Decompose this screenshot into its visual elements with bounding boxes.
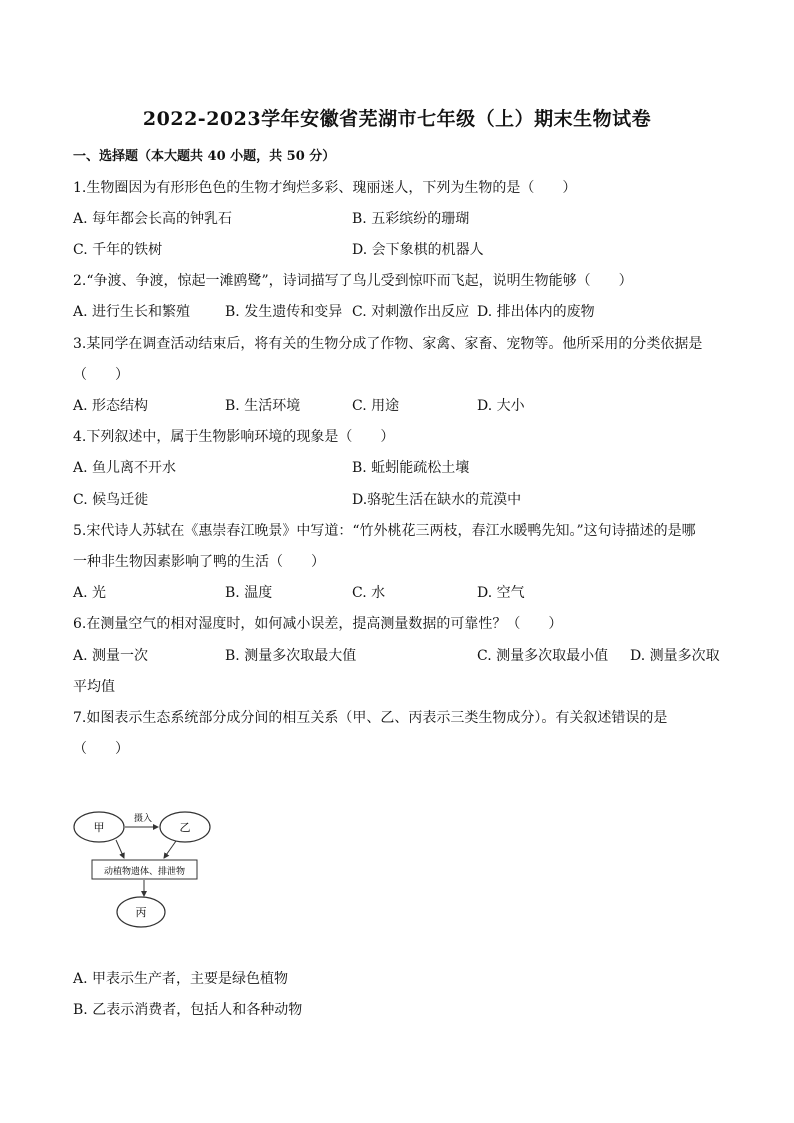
question-4-option-c: C. 候鸟迁徙 (73, 492, 149, 508)
question-6-option-d: D. 测量多次取 (630, 648, 720, 664)
question-7-option-b: B. 乙表示消费者，包括人和各种动物 (73, 1002, 303, 1018)
question-5-option-a: A. 光 (73, 585, 107, 601)
question-6-option-b: B. 测量多次取最大值 (225, 648, 357, 664)
question-6-option-d-cont: 平均值 (73, 679, 115, 695)
question-1-option-b: B. 五彩缤纷的珊瑚 (352, 211, 470, 227)
question-7-stem-cont: （ ） (73, 741, 129, 757)
question-1-option-c: C. 千年的铁树 (73, 242, 163, 258)
question-3-stem-cont: （ ） (73, 367, 129, 383)
question-5-option-d: D. 空气 (477, 585, 525, 601)
question-7-option-a: A. 甲表示生产者，主要是绿色植物 (73, 971, 289, 987)
remains-box-label: 动植物遗体、排泄物 (103, 867, 186, 877)
question-4-option-a: A. 鱼儿离不开水 (73, 460, 177, 476)
question-3-option-d: D. 大小 (477, 398, 525, 414)
question-2-option-d: D. 排出体内的废物 (477, 304, 595, 320)
question-3-option-c: C. 用途 (352, 398, 400, 414)
ingest-arrow-label: 摄入 (133, 814, 153, 824)
node-b-label: 乙 (179, 821, 191, 834)
question-3-option-a: A. 形态结构 (73, 398, 149, 414)
page-title: 2022-2023学年安徽省芜湖市七年级（上）期末生物试卷 (142, 108, 652, 130)
question-4-option-d: D.骆驼生活在缺水的荒漠中 (352, 492, 522, 508)
question-6-option-a: A. 测量一次 (73, 648, 149, 664)
question-5-option-c: C. 水 (352, 585, 386, 601)
question-2-option-b: B. 发生遗传和变异 (225, 304, 343, 320)
question-4-stem: 4.下列叙述中，属于生物影响环境的现象是（ ） (73, 429, 395, 445)
question-5-option-b: B. 温度 (225, 585, 273, 601)
arrow-a-to-box (116, 840, 124, 858)
question-6-stem: 6.在测量空气的相对湿度时，如何减小误差，提高测量数据的可靠性？（ ） (73, 616, 563, 632)
section-heading: 一、选择题（本大题共 40 小题，共 50 分） (73, 149, 336, 164)
arrow-b-to-box (164, 841, 176, 858)
node-a-label: 甲 (93, 821, 105, 834)
node-c-label: 丙 (135, 906, 147, 919)
ecosystem-diagram (68, 798, 218, 950)
question-2-option-c: C. 对刺激作出反应 (352, 304, 470, 320)
question-1-stem: 1.生物圈因为有形形色色的生物才绚烂多彩、瑰丽迷人，下列为生物的是（ ） (73, 180, 577, 196)
question-3-option-b: B. 生活环境 (225, 398, 301, 414)
question-5-stem-cont: 一种非生物因素影响了鸭的生活（ ） (73, 554, 325, 570)
question-4-option-b: B. 蚯蚓能疏松土壤 (352, 460, 470, 476)
question-3-stem: 3.某同学在调查活动结束后，将有关的生物分成了作物、家禽、家畜、宠物等。他所采用的分类依据是 (73, 336, 703, 352)
question-6-option-c: C. 测量多次取最小值 (477, 648, 609, 664)
question-5-stem: 5.宋代诗人苏轼在《惠崇春江晚景》中写道：“竹外桃花三两枝，春江水暖鸭先知。”这句诗描述的是哪 (73, 523, 696, 539)
question-1-option-d: D. 会下象棋的机器人 (352, 242, 484, 258)
question-2-stem: 2.“争渡、争渡，惊起一滩鸥鹭”，诗词描写了鸟儿受到惊吓而飞起，说明生物能够（ ） (73, 273, 633, 289)
question-1-option-a: A. 每年都会长高的钟乳石 (73, 211, 233, 227)
question-7-stem: 7.如图表示生态系统部分成分间的相互关系（甲、乙、丙表示三类生物成分）。有关叙述错误的是 (73, 710, 668, 726)
question-2-option-a: A. 进行生长和繁殖 (73, 304, 191, 320)
